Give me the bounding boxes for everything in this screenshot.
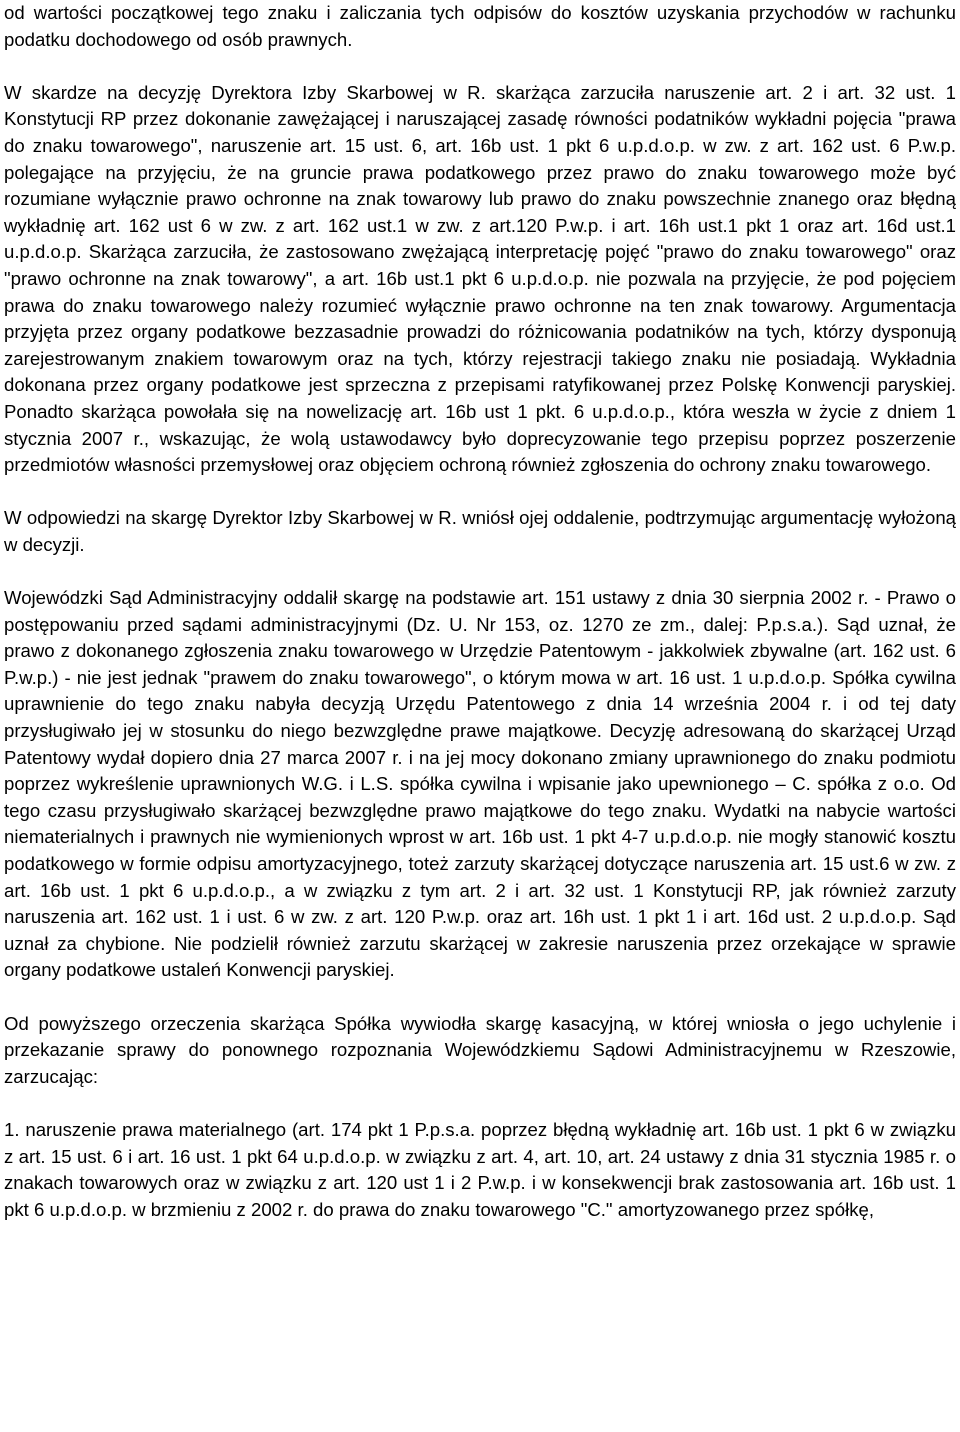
paragraph-cassation: Od powyższego orzeczenia skarżąca Spółka wywiodła skargę kasacyjną, w której wniosła o jego uchylenie i przekazanie sprawy do ponownego rozpoznania Wojewódzkiemu Sądowi Administracyjnemu w Rzeszowie, zarzucając: bbox=[4, 1012, 956, 1087]
paragraph-charge-1: 1. naruszenie prawa materialnego (art. 174 pkt 1 P.p.s.a. poprzez błędną wykładnię art. 16b ust. 1 pkt 6 w związku z art. 15 ust. 6 i art. 16 ust. 1 pkt 64 u.p.d.o.p. w związku z art. 4, art. 10, art. 24 ustawy z dnia 31 stycznia 1985 r. o znakach towarowych oraz w związku z art. 120 ust 1 i 2 P.w.p. i w konsekwencji brak zastosowania art. 16b ust. 1 pkt 6 u.p.d.o.p. w brzmieniu z 2002 r. do prawa do znaku towarowego "C." amortyzowanego przez spółkę, bbox=[4, 1118, 956, 1220]
paragraph-continuation: od wartości początkowej tego znaku i zaliczania tych odpisów do kosztów uzyskania przychodów w rachunku podatku dochodowego od osób prawnych. bbox=[4, 2, 956, 50]
paragraph-complaint: W skardze na decyzję Dyrektora Izby Skarbowej w R. skarżąca zarzuciła naruszenie art. 2 i art. 32 ust. 1 Konstytucji RP przez dokonanie zawężającej i naruszającej zasadę równości podatników wykładni pojęcia "prawa do znaku towarowego", naruszenie art. 15 ust. 6, art. 16b ust. 1 pkt 6 u.p.d.o.p. w zw. z art. 162 ust. 6 P.w.p. polegające na przyjęciu, że na gruncie prawa podatkowego przez prawo do znaku towarowego może być rozumiane wyłącznie prawo ochronne na znak towarowy lub prawo do znaku powszechnie znanego oraz błędną wykładnię art. 162 ust 6 w zw. z art. 162 ust.1 w zw. z art.120 P.w.p. i art. 16h ust.1 pkt 1 oraz art. 16d ust.1 u.p.d.o.p. Skarżąca zarzuciła, że zastosowano zwężającą interpretację pojęć "prawo do znaku towarowego" oraz "prawo ochronne na znak towarowy", a art. 16b ust.1 pkt 6 u.p.d.o.p. nie pozwala na przyjęcie, że pod pojęciem prawa do znaku towarowego należy rozumieć wyłącznie prawo ochronne na ten znak towarowy. Argumentacja przyjęta przez organy podatkowe bezzasadnie prowadzi do różnicowania podatników na tych, którzy dysponują zarejestrowanym znakiem towarowym oraz na tych, którzy rejestracji takiego znaku nie posiadają. Wykładnia dokonana przez organy podatkowe jest sprzeczna z przepisami ratyfikowanej przez Polskę Konwencji paryskiej. Ponadto skarżąca powołała się na nowelizację art. 16b ust 1 pkt. 6 u.p.d.o.p., która weszła w życie z dniem 1 stycznia 2007 r., wskazując, że wolą ustawodawcy było doprecyzowanie tego przepisu poprzez poszerzenie przedmiotów własności przemysłowej oraz objęciem ochroną również zgłoszenia do ochrony znaku towarowego. bbox=[4, 81, 956, 476]
document-page bbox=[4, 0, 956, 1223]
paragraph-response: W odpowiedzi na skargę Dyrektor Izby Skarbowej w R. wniósł ojej oddalenie, podtrzymując argumentację wyłożoną w decyzji. bbox=[4, 507, 956, 555]
paragraph-court-ruling: Wojewódzki Sąd Administracyjny oddalił skargę na podstawie art. 151 ustawy z dnia 30 sierpnia 2002 r. - Prawo o postępowaniu przed sądami administracyjnymi (Dz. U. Nr 153, oz. 1270 ze zm., dalej: P.p.s.a.). Sąd uznał, że prawo z dokonanego zgłoszenia znaku towarowego w Urzędzie Patentowym - jakkolwiek zbywalne (art. 162 ust. 6 P.w.p.) - nie jest jednak "prawem do znaku towarowego", o którym mowa w art. 16 ust. 1 u.p.d.o.p. Spółka cywilna uprawnienie do tego znaku nabyła decyzją Urzędu Patentowego z dnia 14 września 2004 r. i od tej daty przysługiwało jej w stosunku do niego bezwzględne prawe majątkowe. Decyzję adresowaną do skarżącej Urząd Patentowy wydał dopiero dnia 27 marca 2007 r. i na jej mocy dokonano zmiany uprawnionego do znaku podmiotu poprzez wykreślenie uprawnionych W.G. i L.S. spółka cywilna i wpisanie jako upewnionego – C. spółka z o.o. Od tego czasu przysługiwało skarżącej bezwzględne prawo majątkowe do tego znaku. Wydatki na nabycie wartości niematerialnych i prawnych nie wymienionych wprost w art. 16b ust. 1 pkt 4-7 u.p.d.o.p. nie mogły stanowić kosztu podatkowego w formie odpisu amortyzacyjnego, toteż zarzuty skarżącej dotyczące naruszenia art. 15 ust.6 w zw. z art. 16b ust. 1 pkt 6 u.p.d.o.p., a w związku z tym art. 2 i art. 32 ust. 1 Konstytucji RP, jak również zarzuty naruszenia art. 162 ust. 1 i ust. 6 w zw. z art. 120 P.w.p. oraz art. 16h ust. 1 pkt 1 i art. 16d ust. 2 u.p.d.o.p. Sąd uznał za chybione. Nie podzielił również zarzutu skarżącej w zakresie naruszenia przez orzekające w sprawie organy podatkowe ustaleń Konwencji paryskiej. bbox=[4, 587, 956, 981]
